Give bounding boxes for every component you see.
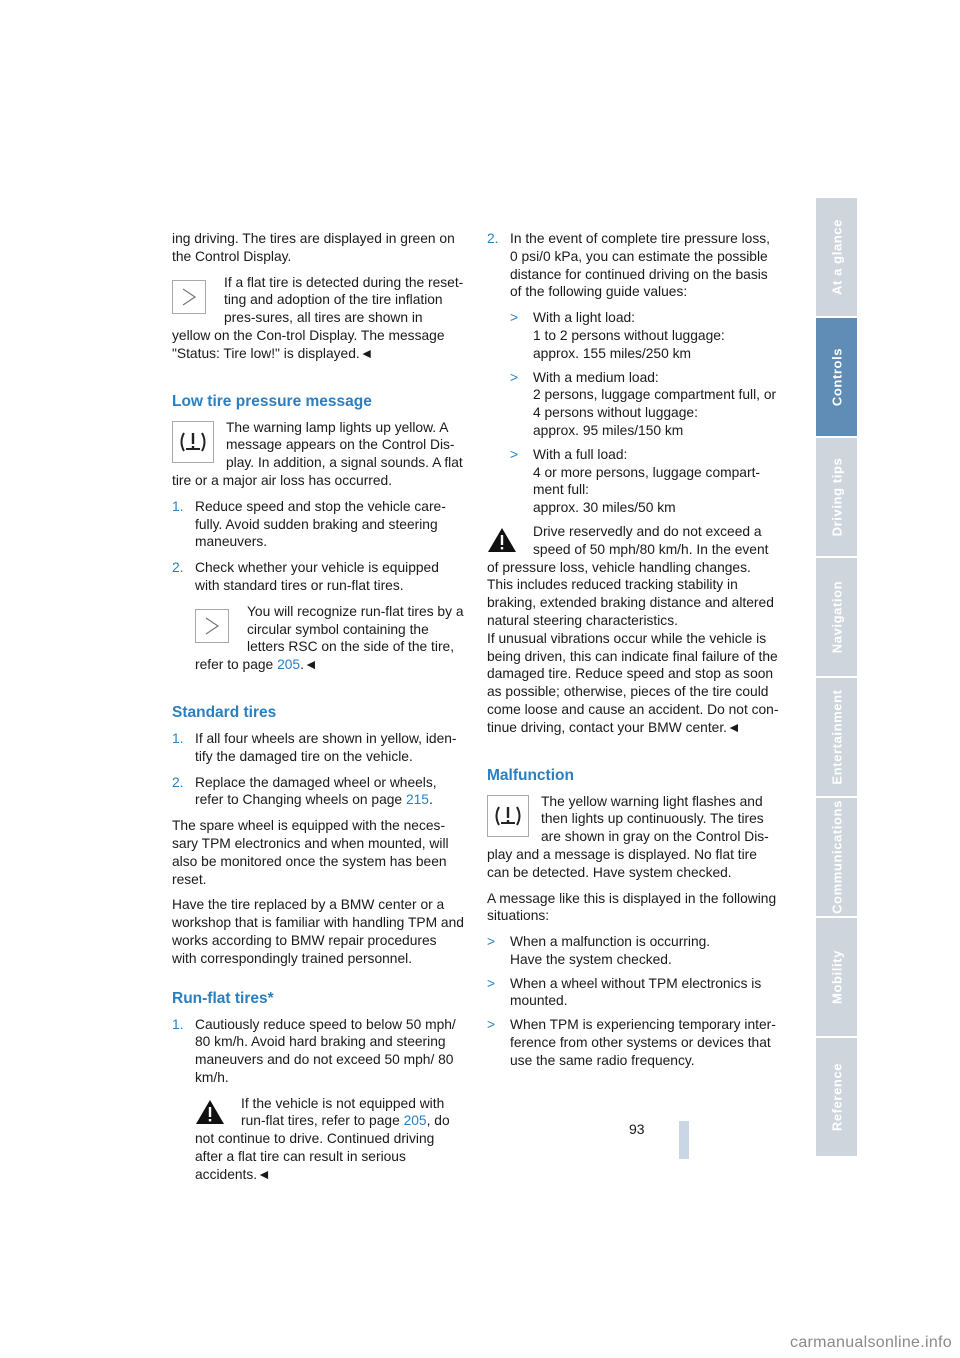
page-link-205[interactable]: 205 [403,1113,427,1129]
low-step-2: 2. Check whether your vehicle is equipped with standard tires or run-flat tires. [172,560,439,593]
section-title-run-flat: Run-flat tires* [172,989,274,1007]
std-paragraph-2: Have the tire replaced by a BMW center or a workshop that is familiar with handling TPM and works according to BMW repair procedures with correspondingly trained personnel. [172,897,464,966]
warning-triangle-icon [195,1099,225,1125]
tab-driving-tips[interactable]: Driving tips [816,438,857,558]
list-item: > When a malfunction is occurring. Have the system checked. [487,934,711,967]
tire-warning-lamp-icon [487,795,529,837]
note-arrow-icon [172,280,206,314]
warning-triangle-icon [487,527,517,553]
intro-paragraph: ing driving. The tires are displayed in green on the Control Display. [172,231,455,264]
warning-block-runflat [195,1095,464,1192]
list-item: > With a full load: 4 or more persons, luggage compart- ment full: approx. 30 miles/50 km [510,446,760,516]
drive-warning-text: Drive reservedly and do not exceed a speed of 50 mph/80 km/h. In the event of pressure loss, vehicle handling changes. This includes reduced tracking stability in braking, extended braking distance and altered natural steering characteristics. [487,523,774,628]
page-link-215[interactable]: 215 [405,792,429,808]
drive-warning-text-2: If unusual vibrations occur while the vehicle is being driven, this can indicate final failure of the damaged tire. Reduce speed and stop as soon as possible; otherwise, pieces of the tire could come loose and cause an accident. Do not con-tinue driving, contact your BMW center.◄ [487,630,779,735]
tab-at-a-glance[interactable]: At a glance [816,198,857,318]
runflat-note-text: You will recognize run-flat tires by a circular symbol containing the letters RSC on the side of the tire, refer to page 205.◄ [195,603,464,673]
low-pressure-block [172,419,464,498]
tab-reference[interactable]: Reference [816,1038,857,1158]
chapter-tabs [816,198,857,1158]
low-pressure-text: The warning lamp lights up yellow. A message appears on the Control Dis-play. In addition, a signal sounds. A flat tire or a major air loss has occurred. [172,419,463,488]
list-item: > With a light load: 1 to 2 persons without luggage: approx. 155 miles/250 km [510,310,725,361]
list-item: > With a medium load: 2 persons, luggage compartment full, or 4 persons without luggage: approx. 95 miles/150 km [510,369,777,438]
tab-navigation[interactable]: Navigation [816,558,857,678]
tab-communications[interactable]: Communications [816,798,857,918]
tab-entertainment[interactable]: Entertainment [816,678,857,798]
step-2-distance: 2. In the event of complete tire pressure loss, 0 psi/0 kPa, you can estimate the possible distance for continued driving on the basis of the following guide values: [487,231,770,300]
tab-mobility[interactable]: Mobility [816,918,857,1038]
note-arrow-icon [195,609,229,643]
runflat-warning-text: If the vehicle is not equipped with run-flat tires, refer to page 205, do not continue to drive. Continued driving after a flat tire can result in serious accidents.◄ [195,1095,450,1182]
note-text: If a flat tire is detected during the reset-ting and adoption of the tire inflation pres-sures, all tires are shown in yellow on the Con-trol Display. The message "Status: Tire low!" is displayed.◄ [172,274,464,361]
tire-warning-lamp-icon [172,421,214,463]
malfunction-text: The yellow warning light flashes and then lights up continuously. The tires are shown in gray on the Control Dis-play and a message is displayed. No flat tire can be detected. Have system checked. [487,793,769,880]
warning-block-drive [487,523,779,745]
section-title-low-pressure: Low tire pressure message [172,392,372,410]
right-column [487,230,779,1076]
section-title-standard-tires: Standard tires [172,703,277,721]
malfunction-block [487,793,779,890]
page-link-205[interactable]: 205 [277,657,301,673]
malfunction-paragraph: A message like this is displayed in the following situations: [487,890,777,924]
std-step-2: 2. Replace the damaged wheel or wheels, refer to Changing wheels on page 215. [172,774,437,808]
note-block [172,274,464,371]
section-title-malfunction: Malfunction [487,766,574,784]
load-list [510,309,779,517]
page-number: 93 [629,1121,645,1137]
left-column [172,230,464,1192]
rf-step-1: 1. Cautiously reduce speed to below 50 mph/ 80 km/h. Avoid hard braking and steering maneuvers and do not exceed 50 mph/ 80 km/h. [172,1016,456,1085]
watermark: carmanualsonline.info [790,1334,952,1351]
low-step-1: 1. Reduce speed and stop the vehicle care-fully. Avoid sudden braking and steering maneuvers. [172,498,446,550]
std-step-1: 1. If all four wheels are shown in yellow, iden-tify the damaged tire on the vehicle. [172,730,457,764]
list-item: > When TPM is experiencing temporary inter-ference from other systems or devices that use the same radio frequency. [487,1017,776,1068]
list-item: > When a wheel without TPM electronics is mounted. [487,975,762,1009]
std-paragraph-1: The spare wheel is equipped with the neces-sary TPM electronics and when mounted, will also be monitored once the system has been reset. [172,818,449,887]
tab-controls[interactable]: Controls [816,318,857,438]
note-block-runflat [195,603,464,682]
page-marker-bar [679,1121,689,1159]
